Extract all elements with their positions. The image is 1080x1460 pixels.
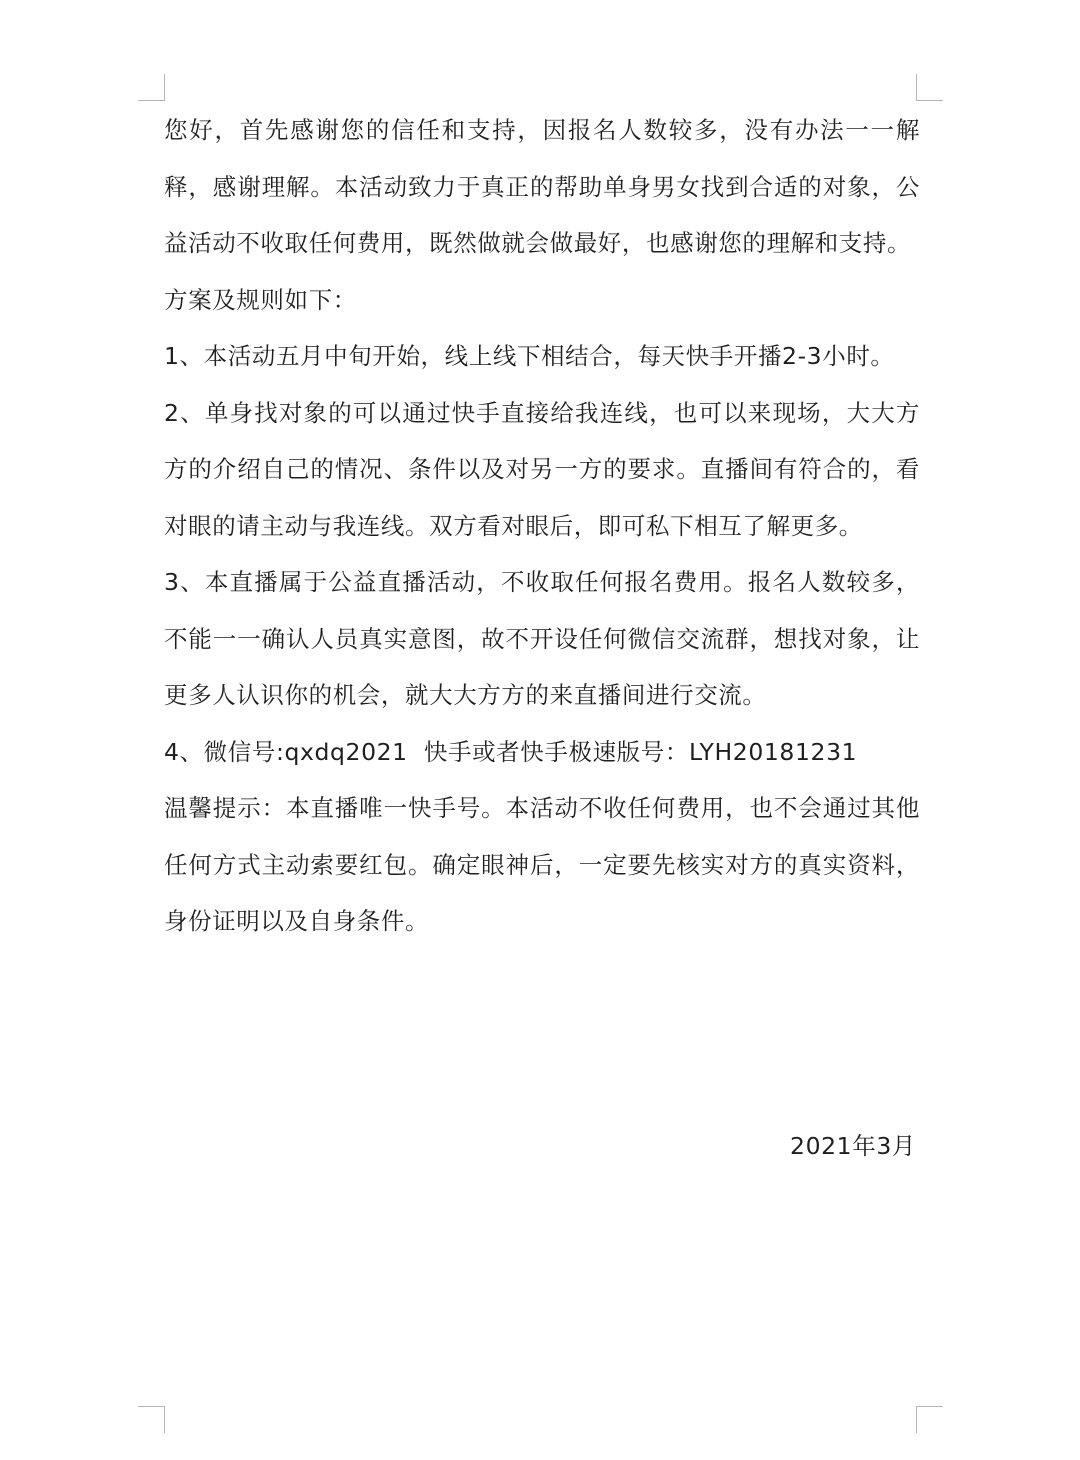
page-corner-mark-bottom-right [916,1406,943,1433]
document-body [164,102,920,950]
paragraph-rule-1: 1、本活动五月中旬开始，线上线下相结合，每天快手开播2-3小时。 [164,342,895,370]
paragraph-rule-3: 3、本直播属于公益直播活动，不收取任何报名费用。报名人数较多，不能一一确认人员真实意图，故不开设任何微信交流群，想找对象，让更多人认识你的机会，就大大方方的来直播间进行交流。 [164,568,920,709]
page-corner-mark-top-right [916,74,943,101]
page-corner-mark-top-left [138,74,165,101]
document-date: 2021年3月 [790,1132,916,1160]
paragraph-warm-tip: 温馨提示：本直播唯一快手号。本活动不收任何费用，也不会通过其他任何方式主动索要红包。确定眼神后，一定要先核实对方的真实资料，身份证明以及自身条件。 [164,794,920,935]
page-corner-mark-bottom-left [138,1406,165,1433]
paragraph-greeting: 您好，首先感谢您的信任和支持，因报名人数较多，没有办法一一解释，感谢理解。本活动致力于真正的帮助单身男女找到合适的对象，公益活动不收取任何费用，既然做就会做最好，也感谢您的理解和支持。 [164,116,920,257]
paragraph-rules-heading: 方案及规则如下： [164,285,357,314]
paragraph-rule-2: 2、单身找对象的可以通过快手直接给我连线，也可以来现场，大大方方的介绍自己的情况、条件以及对另一方的要求。直播间有符合的，看对眼的请主动与我连线。双方看对眼后，即可私下相互了解更多。 [164,398,920,540]
paragraph-rule-4: 4、微信号:qxdq2021 快手或者快手极速版号：LYH20181231 [164,737,858,766]
